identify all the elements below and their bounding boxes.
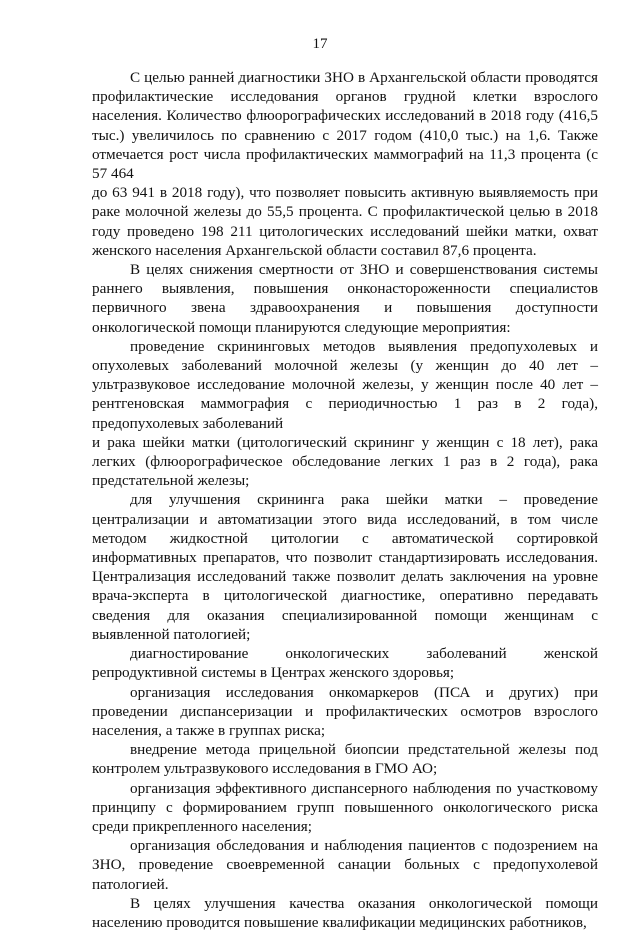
list-item-screening-continued: и рака шейки матки (цитологический скрининг у женщин с 18 лет), рака легких (флюорографическое обследование легких 1 раз в 2 года), рака предстательной железы;	[92, 433, 598, 490]
list-item-prostate-biopsy: внедрение метода прицельной биопсии предстательной железы под контролем ультразвукового исследования в ГМО АО;	[92, 741, 598, 778]
list-item-screening: проведение скрининговых методов выявления предопухолевых и опухолевых заболеваний молочной железы (у женщин до 40 лет – ультразвуковое исследование молочной железы, у женщин после 40 лет – рентгеновская маммография с периодичностью 1 раз в 2 года), предопухолевых заболеваний	[92, 337, 598, 432]
list-item-patient-follow-up: организация обследования и наблюдения пациентов с подозрением на ЗНО, проведение своевременной санации больных с предопухолевой патологией.	[92, 837, 598, 893]
paragraph-1: С целью ранней диагностики ЗНО в Архангельской области проводятся профилактические исследования органов грудной клетки взрослого населения. Количество флюорографических исследований в 2018 году (416,5 тыс.) увеличилось по сравнению с 2017 годом (410,0 тыс.) на 1,6. Также отмечается рост числа профилактических маммографий на 11,3 процента (с 57 464	[92, 69, 598, 183]
paragraph-qualification: В целях улучшения качества оказания онкологической помощи населению проводится повышение квалификации медицинских работников,	[92, 894, 598, 931]
list-item-cervical-screening: для улучшения скрининга рака шейки матки – проведение централизации и автоматизации этого вида исследований, в том числе методом жидкостной цитологии с автоматической сортировкой информативных препаратов, что позволит стандартизировать исследования. Централизация исследований также позволит делать заключения на уровне врача-эксперта в цитологической диагностике, оперативно передавать сведения для оказания специализированной помощи женщинам с выявленной патологией;	[92, 491, 598, 643]
page-number: 17	[312, 36, 328, 52]
list-item-womens-health-centers: диагностирование онкологических заболеваний женской репродуктивной системы в Центрах женского здоровья;	[92, 645, 598, 682]
paragraph-3: В целях снижения смертности от ЗНО и совершенствования системы раннего выявления, повышения онконастороженности специалистов первичного звена здравоохранения и повышения доступности онкологической помощи планируются следующие мероприятия:	[92, 261, 598, 336]
body-text	[92, 68, 598, 932]
list-item-dispensary-observation: организация эффективного диспансерного наблюдения по участковому принципу с формированием групп повышенного онкологического риска среди прикрепленного населения;	[92, 779, 598, 835]
list-item-tumor-markers: организация исследования онкомаркеров (ПСА и других) при проведении диспансеризации и профилактических осмотров взрослого населения, а также в группах риска;	[92, 683, 598, 739]
paragraph-2: до 63 941 в 2018 году), что позволяет повысить активную выявляемость при раке молочной железы до 55,5 процента. С профилактической целью в 2018 году проведено 198 211 цитологических исследований шейки матки, охват женского населения Архангельской области составил 87,6 процента.	[92, 184, 598, 259]
